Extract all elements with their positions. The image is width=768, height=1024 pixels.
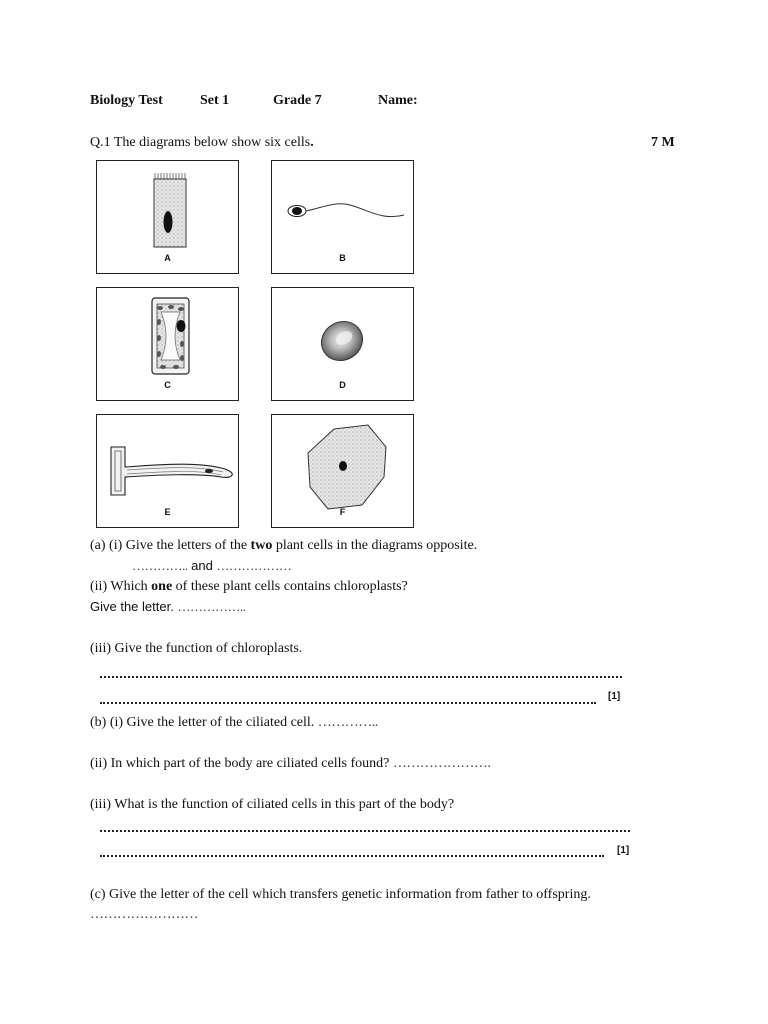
part-c-question: (c) Give the letter of the cell which transfers genetic information from father to offspring. [90, 887, 591, 902]
part-b-iii-mark: [1] [617, 845, 630, 856]
part-a-i-text: (a) (i) Give the letters of the [90, 538, 251, 553]
cell-b-diagram [271, 160, 414, 274]
part-b-ii-question [90, 756, 490, 772]
part-a-iii-question: (iii) Give the function of chloroplasts. [90, 641, 303, 656]
cell-d-label: D [339, 380, 346, 390]
name-label: Name: [378, 93, 418, 108]
answer-line[interactable] [100, 702, 596, 704]
part-a-ii-question [90, 579, 408, 595]
part-a-iii-mark: [1] [608, 691, 621, 702]
cell-c-diagram [96, 287, 239, 401]
cell-c-label: C [164, 380, 171, 390]
cell-f-diagram [271, 414, 414, 528]
part-a-i-question [90, 538, 477, 554]
grade-label: Grade 7 [273, 93, 322, 108]
set-label: Set 1 [200, 93, 230, 108]
part-c-answer-blank[interactable]: …………………… [90, 907, 198, 922]
cell-e-label: E [164, 507, 171, 517]
test-title: Biology Test [90, 93, 163, 108]
answer-blank[interactable]: …………………. [392, 756, 491, 771]
cell-a-diagram [96, 160, 239, 274]
answer-blank[interactable]: ………….. [132, 558, 188, 573]
and-word: and [187, 558, 217, 573]
cell-a-label: A [164, 253, 171, 263]
answer-blank[interactable]: ………….. [317, 715, 378, 730]
answer-line[interactable] [100, 855, 604, 857]
cell-b-label: B [339, 253, 346, 263]
cell-e-diagram [96, 414, 239, 528]
part-a-i-answer-line[interactable] [132, 558, 291, 574]
question-1-text: Q.1 The diagrams below show six cells [90, 135, 311, 150]
cell-f-label: F [339, 507, 346, 517]
question-1-prompt [90, 135, 314, 151]
question-1-marks: 7 M [651, 135, 675, 150]
part-b-ii-text: (ii) In which part of the body are ciliated cells found? [90, 756, 393, 771]
answer-line[interactable] [100, 676, 622, 678]
answer-blank[interactable]: ……………… [216, 558, 292, 573]
part-b-i-text: (b) (i) Give the letter of the ciliated cell. [90, 715, 318, 730]
answer-line[interactable] [100, 830, 630, 832]
answer-blank[interactable]: …………….. [177, 599, 246, 614]
question-1-period: . [310, 135, 314, 150]
part-a-ii-answer-line[interactable] [90, 599, 245, 615]
part-a-i-text-end: plant cells in the diagrams opposite. [272, 538, 478, 553]
part-a-i-emphasis: two [250, 538, 273, 553]
part-a-ii-text-end: of these plant cells contains chloroplasts? [172, 579, 408, 594]
part-b-iii-question: (iii) What is the function of ciliated cells in this part of the body? [90, 797, 455, 812]
part-a-ii-emphasis: one [151, 579, 173, 594]
give-letter-text: Give the letter. [90, 599, 178, 614]
cell-d-diagram [271, 287, 414, 401]
part-a-ii-text: (ii) Which [90, 579, 152, 594]
part-b-i-question [90, 715, 378, 731]
